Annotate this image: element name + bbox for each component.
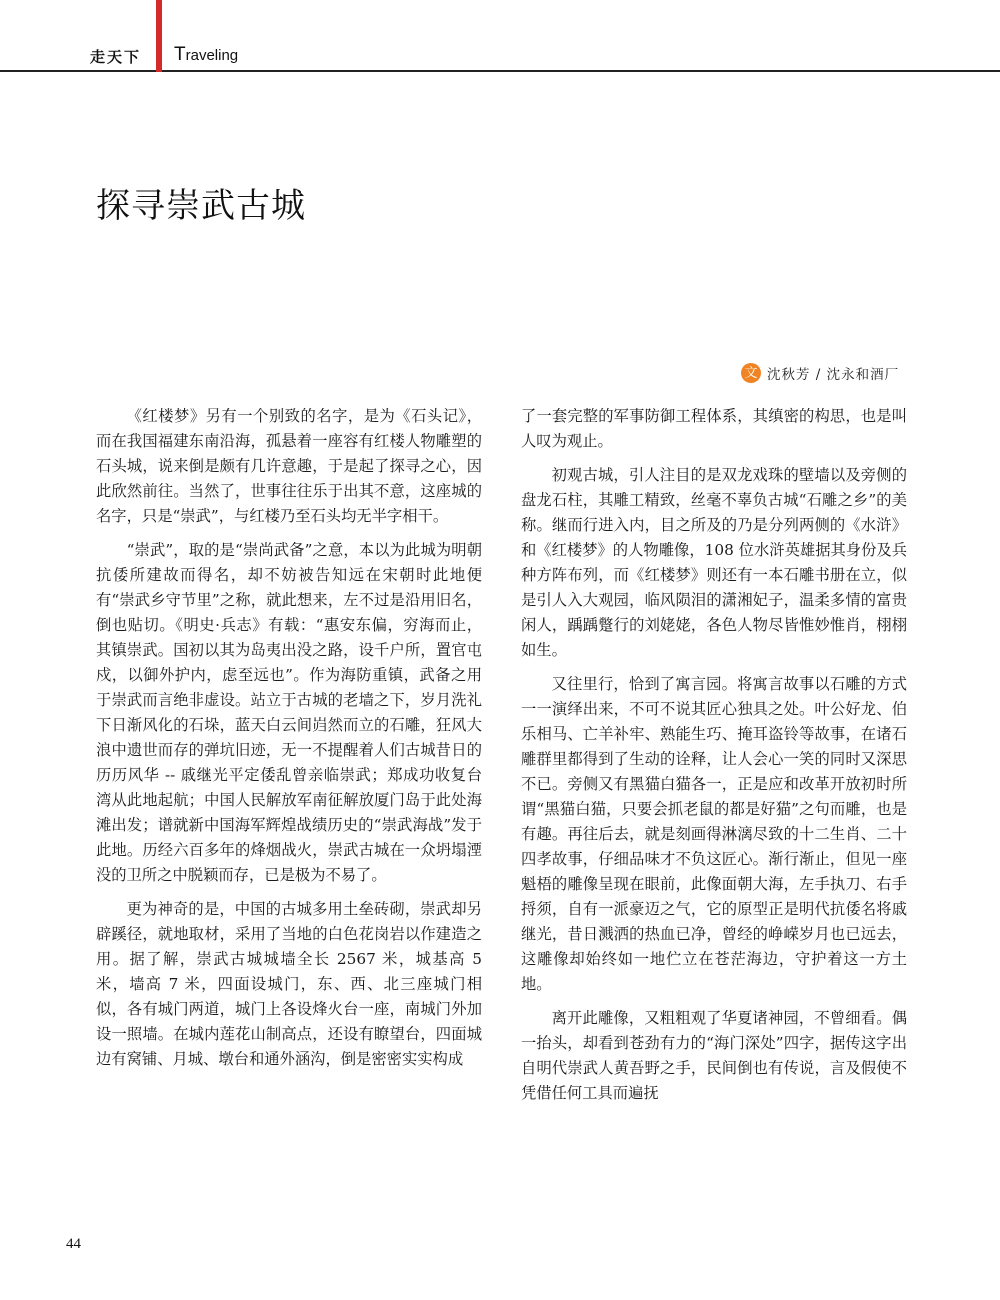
- header-divider: [0, 70, 1000, 72]
- section-label-en: [174, 44, 238, 66]
- paragraph: 初观古城，引人注目的是双龙戏珠的壁墙以及旁侧的盘龙石柱，其雕工精致，丝毫不辜负古城“石雕之乡”的美称。继而行进入内，目之所及的乃是分列两侧的《水浒》和《红楼梦》的人物雕像，108 位水浒英雄据其身份及兵种方阵布列，而《红楼梦》则还有一本石雕书册在立，似是引人入大观园，临风陨泪的潇湘妃子，温柔多情的富贵闲人，踽踽蹩行的刘姥姥，各色人物尽皆惟妙惟肖，栩栩如生。: [521, 466, 907, 659]
- section-label-cn: 走天下: [90, 48, 142, 66]
- header-accent-bar: [156, 0, 162, 72]
- author-credit: 沈秋芳 / 沈永和酒厂: [767, 367, 900, 383]
- article-column-left: [96, 404, 482, 1081]
- text-badge-icon: 文: [741, 363, 761, 383]
- page-number: 44: [66, 1236, 81, 1252]
- paragraph: 离开此雕像，又粗粗观了华夏诸神园，不曾细看。偶一抬头，却看到苍劲有力的“海门深处”四字，据传这字出自明代崇武人黄吾野之手，民间倒也有传说，言及假使不凭借任何工具而遍抚: [521, 1009, 907, 1102]
- byline: [741, 363, 899, 383]
- article-title: 探寻崇武古城: [96, 186, 306, 226]
- section-label-en-rest: raveling: [185, 47, 239, 64]
- paragraph: 更为神奇的是，中国的古城多用土垒砖砌，崇武却另辟蹊径，就地取材，采用了当地的白色花岗岩以作建造之用。据了解，崇武古城城墙全长 2567 米，城基高 5 米，墙高 7 米，四面设城门，东、西、北三座城门相似，各有城门两道，城门上各设烽火台一座，南城门外加设一照墙。在城内莲花山制高点，还设有瞭望台，四面城边有窝铺、月城、墩台和通外涵沟，倒是密密实实构成: [96, 900, 482, 1068]
- article-column-right: [521, 404, 907, 1115]
- paragraph: “崇武”，取的是“崇尚武备”之意，本以为此城为明朝抗倭所建故而得名，却不妨被告知远在宋朝时此地便有“崇武乡守节里”之称，就此想来，左不过是沿用旧名，倒也贴切。《明史·兵志》有载：“惠安东偏，穷海而止，其镇崇武。国初以其为岛夷出没之路，设千户所，置官屯戍，以御外护内，虑至远也”。作为海防重镇，武备之用于崇武而言绝非虚设。站立于古城的老墙之下，岁月洗礼下日渐风化的石垛，蓝天白云间岿然而立的石雕，狂风大浪中遗世而存的弹坑旧迹，无一不提醒着人们古城昔日的历历风华 -- 戚继光平定倭乱曾亲临崇武；郑成功收复台湾从此地起航；中国人民解放军南征解放厦门岛于此处海滩出发；谱就新中国海军辉煌战绩历史的“崇武海战”发于此地。历经六百多年的烽烟战火，崇武古城在一众坍塌湮没的卫所之中脱颖而存，已是极为不易了。: [96, 541, 482, 884]
- section-label-en-initial: T: [174, 44, 186, 65]
- paragraph-continued: 了一套完整的军事防御工程体系，其缜密的构思，也是叫人叹为观止。: [521, 407, 907, 450]
- paragraph: 《红楼梦》另有一个别致的名字，是为《石头记》，而在我国福建东南沿海，孤悬着一座容有红楼人物雕塑的石头城，说来倒是颇有几许意趣，于是起了探寻之心，因此欣然前往。当然了，世事往往乐于出其不意，这座城的名字，只是“崇武”，与红楼乃至石头均无半字相干。: [96, 407, 482, 525]
- paragraph: 又往里行，恰到了寓言园。将寓言故事以石雕的方式一一演绎出来，不可不说其匠心独具之处。叶公好龙、伯乐相马、亡羊补牢、熟能生巧、掩耳盗铃等故事，在诸石雕群里都得到了生动的诠释，让人会心一笑的同时又深思不已。旁侧又有黑猫白猫各一，正是应和改革开放初时所谓“黑猫白猫，只要会抓老鼠的都是好猫”之句而雕，也是有趣。再往后去，就是刻画得淋漓尽致的十二生肖、二十四孝故事，仔细品味才不负这匠心。渐行渐止，但见一座魁梧的雕像呈现在眼前，此像面朝大海，左手执刀、右手捋须，自有一派豪迈之气，它的原型正是明代抗倭名将戚继光，昔日溅洒的热血已净，曾经的峥嵘岁月也已远去，这雕像却始终如一地伫立在苍茫海边，守护着这一方土地。: [521, 675, 907, 993]
